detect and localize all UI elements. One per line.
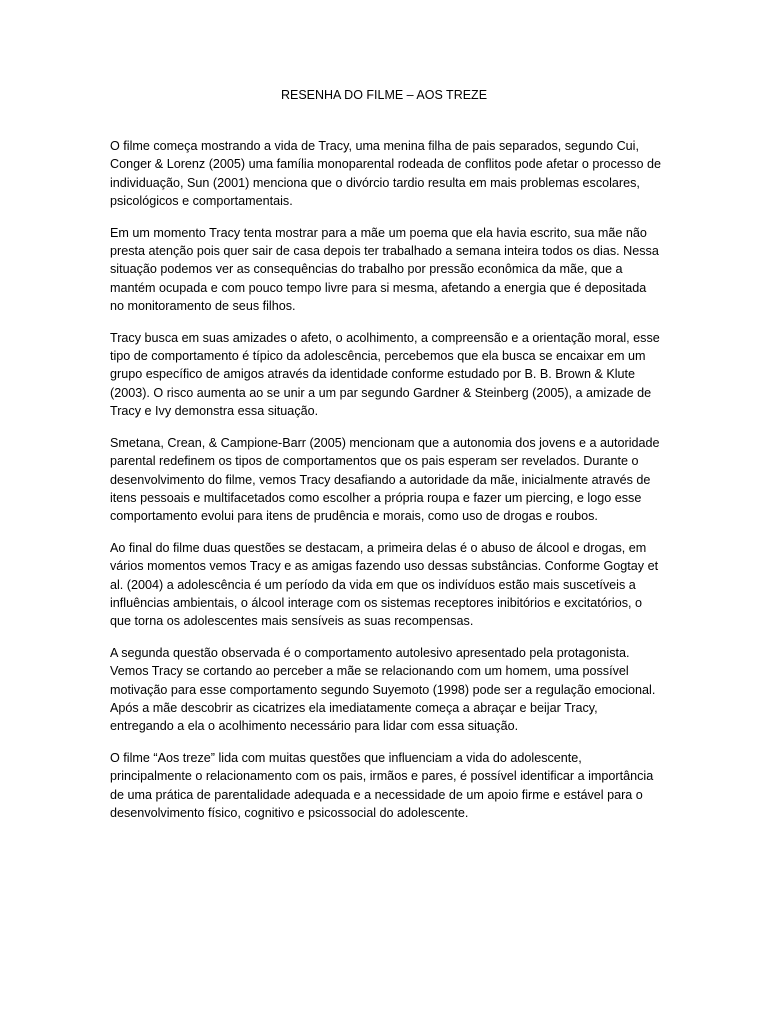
- paragraph-5: Ao final do filme duas questões se destacam, a primeira delas é o abuso de álcool e drogas, em vários momentos vemos Tracy e as amigas fazendo uso dessas substâncias. Conforme Gogtay et al. (2004) a adolescência é um período da vida em que os indivíduos estão mais suscetíveis a influências ambientais, o álcool interage com os sistemas receptores inibitórios e excitatórios, o que torna os adolescentes mais sensíveis as suas recompensas.: [110, 540, 659, 629]
- paragraph-3: Tracy busca em suas amizades o afeto, o acolhimento, a compreensão e a orientação moral, esse tipo de comportamento é típico da adolescência, percebemos que ela busca se encaixar em um grupo específico de amigos através da identidade conforme estudado por B. B. Brown & Klute (2003). O risco aumenta ao se unir a um par segundo Gardner & Steinberg (2005), a amizade de Tracy e Ivy demonstra essa situação.: [110, 330, 660, 419]
- document-title: RESENHA DO FILME – AOS TREZE: [280, 88, 488, 102]
- document-body: [110, 137, 662, 835]
- paragraph-4: Smetana, Crean, & Campione-Barr (2005) mencionam que a autonomia dos jovens e a autoridade parental redefinem os tipos de comportamentos que os pais esperam ser revelados. Durante o desenvolvimento do filme, vemos Tracy desafiando a autoridade da mãe, inicialmente através de itens pessoais e multifacetados como escolher a própria roupa e fazer um piercing, e logo esse comportamento evolui para itens de prudência e morais, como uso de drogas e roubos.: [110, 435, 660, 524]
- paragraph-2: Em um momento Tracy tenta mostrar para a mãe um poema que ela havia escrito, sua mãe não presta atenção pois quer sair de casa depois ter trabalhado a semana inteira todos os dias. Nessa situação podemos ver as consequências do trabalho por pressão econômica da mãe, que a mantém ocupada e com pouco tempo livre para si mesma, afetando a energia que é depositada no monitoramento de seus filhos.: [110, 225, 659, 314]
- paragraph-1: O filme começa mostrando a vida de Tracy, uma menina filha de pais separados, segundo Cui, Conger & Lorenz (2005) uma família monoparental rodeada de conflitos pode afetar o processo de individuação, Sun (2001) menciona que o divórcio tardio resulta em mais problemas escolares, psicológicos e comportamentais.: [110, 139, 661, 209]
- paragraph-7: O filme “Aos treze” lida com muitas questões que influenciam a vida do adolescente, principalmente o relacionamento com os pais, irmãos e pares, é possível identificar a importância de uma prática de parentalidade adequada e a necessidade de um apoio firme e estável para o desenvolvimento físico, cognitivo e psicossocial do adolescente.: [110, 750, 654, 820]
- paragraph-6: A segunda questão observada é o comportamento autolesivo apresentado pela protagonista. Vemos Tracy se cortando ao perceber a mãe se relacionando com um homem, uma possível motivação para esse comportamento segundo Suyemoto (1998) pode ser a regulação emocional. Após a mãe descobrir as cicatrizes ela imediatamente começa a abraçar e beijar Tracy, entregando a ela o acolhimento necessário para lidar com essa situação.: [110, 645, 656, 734]
